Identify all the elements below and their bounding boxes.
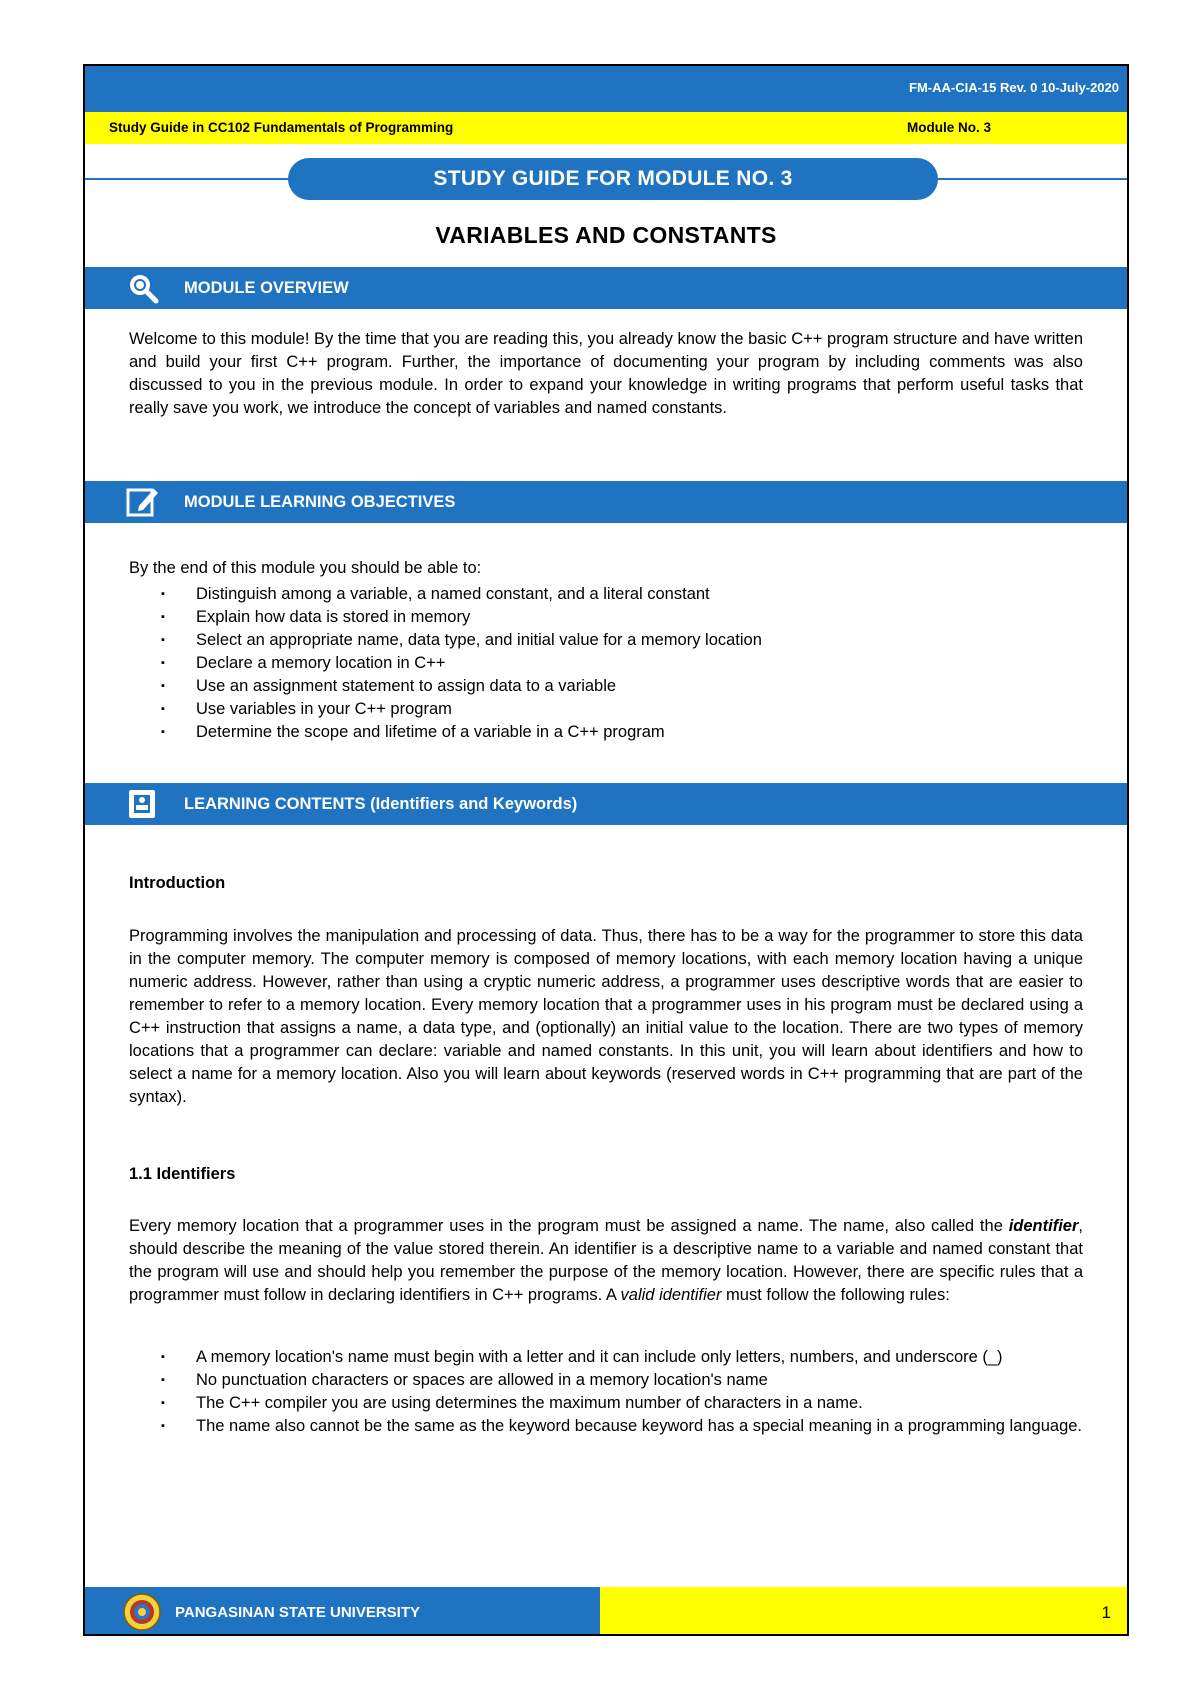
page-frame [83, 64, 1129, 1636]
university-seal-icon [123, 1593, 161, 1631]
edit-icon [125, 486, 161, 518]
bullet-icon: ▪ [161, 588, 165, 600]
bullet-icon: ▪ [161, 657, 165, 669]
section-bar-overview [85, 267, 1127, 309]
bullet-icon: ▪ [161, 1374, 165, 1386]
section-bar-contents [85, 783, 1127, 825]
bullet-icon: ▪ [161, 1397, 165, 1409]
objectives-intro: By the end of this module you should be able to: [129, 559, 482, 577]
contents-heading: LEARNING CONTENTS (Identifiers and Keywords) [184, 795, 578, 813]
form-code: FM-AA-CIA-15 Rev. 0 10-July-2020 [909, 80, 1119, 95]
introduction-heading: Introduction [129, 874, 226, 892]
list-item: ▪ The name also cannot be the same as the keyword because keyword has a special meaning in a programming language. [129, 1415, 1083, 1438]
list-item: ▪ Determine the scope and lifetime of a variable in a C++ program [129, 721, 1083, 744]
list-item: ▪ Distinguish among a variable, a named constant, and a literal constant [129, 583, 1083, 606]
overview-heading: MODULE OVERVIEW [184, 279, 349, 297]
header-blue-band [85, 66, 1127, 112]
bullet-icon: ▪ [161, 726, 165, 738]
list-item: ▪ Use variables in your C++ program [129, 698, 1083, 721]
page-footer [85, 1587, 1127, 1636]
footer-yellow-band [600, 1587, 1129, 1636]
bullet-icon: ▪ [161, 634, 165, 646]
identifiers-text: Every memory location that a programmer uses in the program must be assigned a name. The name, also called the identifier, should describe the meaning of the value stored therein. An identifier is a descriptive name to a variable and named constant that the program will use and should help you remember the purpose of the memory location. However, there are specific rules that a programmer must follow in declaring identifiers in C++ programs. A valid identifier must follow the following rules: [129, 1217, 1083, 1304]
page-title: VARIABLES AND CONSTANTS [435, 222, 777, 248]
module-number: Module No. 3 [907, 120, 991, 135]
bullet-icon: ▪ [161, 1351, 165, 1363]
page-number: 1 [1101, 1603, 1111, 1622]
section-bar-objectives [85, 481, 1127, 523]
header-yellow-band [85, 112, 1127, 144]
divider-left [85, 178, 290, 180]
divider-right [935, 178, 1129, 180]
university-name: PANGASINAN STATE UNIVERSITY [175, 1604, 421, 1621]
list-item: ▪ Explain how data is stored in memory [129, 606, 1083, 629]
document-icon [125, 788, 161, 820]
list-item: ▪ A memory location's name must begin with a letter and it can include only letters, numbers, and underscore (_) [129, 1346, 1083, 1369]
magnifier-icon [125, 272, 161, 304]
list-item: ▪ Use an assignment statement to assign data to a variable [129, 675, 1083, 698]
valid-identifier-term: valid identifier [620, 1286, 722, 1304]
introduction-text: Programming involves the manipulation and processing of data. Thus, there has to be a way for the programmer to store this data in the computer memory. The computer memory is composed of memory locations, with each memory location having a unique numeric address. However, rather than using a cryptic numeric address, a programmer uses descriptive words that are easier to remember to refer to a memory location. Every memory location that a programmer uses in his program must be declared using a C++ instruction that assigns a name, a data type, and (optionally) an initial value to the location. There are two types of memory locations that a programmer can declare: variable and named constants. In this unit, you will learn about identifiers and how to select a name for a memory location. Also you will learn about keywords (reserved words in C++ programming that are part of the syntax). [129, 927, 1083, 1106]
bullet-icon: ▪ [161, 703, 165, 715]
footer-blue-band [85, 1587, 600, 1636]
list-item: ▪ The C++ compiler you are using determines the maximum number of characters in a name. [129, 1392, 1083, 1415]
identifier-rules-list [129, 1346, 1083, 1438]
bullet-icon: ▪ [161, 1420, 165, 1432]
bullet-icon: ▪ [161, 611, 165, 623]
identifier-term: identifier [1008, 1217, 1079, 1235]
list-item: ▪ No punctuation characters or spaces are allowed in a memory location's name [129, 1369, 1083, 1392]
objectives-list [129, 583, 1083, 744]
objectives-heading: MODULE LEARNING OBJECTIVES [184, 493, 456, 511]
bullet-icon: ▪ [161, 680, 165, 692]
list-item: ▪ Declare a memory location in C++ [129, 652, 1083, 675]
course-title: Study Guide in CC102 Fundamentals of Programming [109, 120, 454, 135]
study-guide-banner: STUDY GUIDE FOR MODULE NO. 3 [288, 158, 938, 200]
identifiers-heading: 1.1 Identifiers [129, 1165, 236, 1183]
list-item: ▪ Select an appropriate name, data type, and initial value for a memory location [129, 629, 1083, 652]
overview-text: Welcome to this module! By the time that you are reading this, you already know the basic C++ program structure and have written and build your first C++ program. Further, the importance of documenting your program by including comments was also discussed to you in the previous module. In order to expand your knowledge in writing programs that perform useful tasks that really save you work, we introduce the concept of variables and named constants. [129, 330, 1083, 417]
